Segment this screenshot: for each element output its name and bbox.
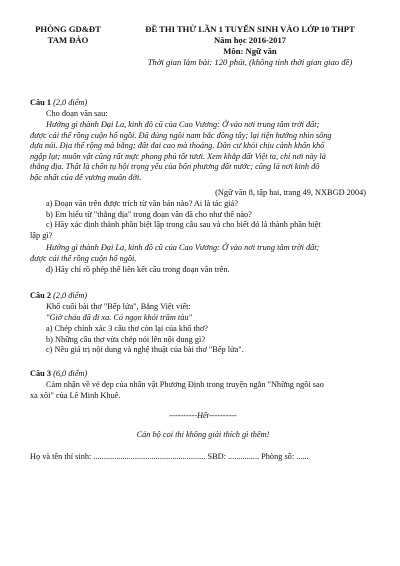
question-1-item-b: b) Em hiểu từ "thắng địa" trong đoạn văn đã cho như thế nào? bbox=[46, 209, 252, 219]
question-1-item-c-cont: lập gì? bbox=[30, 230, 53, 240]
department-name: PHÒNG GD&ĐT bbox=[35, 24, 101, 34]
school-year: Năm học 2016-2017 bbox=[213, 35, 287, 45]
candidate-info-line: Họ và tên thí sinh: ...................................................... SBD: ............... Phòng số: ...... bbox=[30, 452, 309, 461]
question-2-items bbox=[46, 324, 366, 356]
department-header bbox=[30, 24, 106, 46]
passage-line: bậc nhất của đế vương muôn đời. bbox=[30, 172, 142, 182]
question-1-points: (2,0 điểm) bbox=[53, 98, 88, 107]
exam-header bbox=[116, 24, 384, 68]
passage-line: dựa núi. Địa thế rộng mà bằng; đất đai cao mà thoáng. Dân cư khỏi chịu cảnh khốn khổ bbox=[30, 141, 325, 151]
passage-line: Hướng gì thành Đại La, kinh đô cũ của Cao Vương: Ở vào nơi trung tâm trời đất; bbox=[46, 120, 320, 129]
subject: Môn: Ngữ văn bbox=[223, 46, 277, 56]
question-1-item-d: d) Hãy chỉ rõ phép thế liên kết câu trong đoạn văn trên. bbox=[46, 265, 230, 274]
question-1-heading bbox=[30, 98, 370, 109]
passage-line: ngập lụt; muôn vật cũng rất mực phong phú tốt tươi. Xem khắp đất Việt ta, chỉ nơi này là bbox=[30, 151, 326, 161]
passage-source: (Ngữ văn 8, tập hai, trang 49, NXBGD 2004) bbox=[215, 188, 366, 197]
quote-line: Hướng gì thành Đại La, kinh đô cũ của Cao Vương: Ở vào nơi trung tâm trời đất; bbox=[46, 243, 320, 252]
quote-line: được cái thế rồng cuộn hổ ngồi. bbox=[30, 253, 137, 263]
question-2-heading bbox=[30, 291, 370, 302]
end-mark: ----------Hết---------- bbox=[169, 411, 237, 420]
question-2-item-a: a) Chép chính xác 3 câu thơ còn lại của khổ thơ? bbox=[46, 324, 208, 333]
question-3-text bbox=[30, 380, 376, 401]
question-3-line: xa xôi" của Lê Minh Khuê. bbox=[30, 390, 121, 400]
question-1-items bbox=[30, 199, 376, 241]
question-3-line: Cảm nhận về vẻ đẹp của nhân vật Phương Định trong truyện ngắn "Những ngôi sao bbox=[46, 380, 324, 389]
question-1-label: Câu 1 bbox=[30, 98, 51, 107]
question-1-item-c: c) Hãy xác định thành phần biệt lập trong câu sau và cho biết đó là thành phần biệt bbox=[46, 220, 321, 230]
question-2-intro: Khổ cuối bài thơ "Bếp lửa", Bằng Việt viết: bbox=[46, 302, 191, 311]
question-1-item-a: a) Đoạn văn trên được trích từ văn bản nào? Ai là tác giả? bbox=[46, 199, 238, 208]
passage-line: được cái thế rồng cuộn hổ ngồi. Đã đúng ngôi nam bắc đông tây; lại tiện hướng nhìn sông bbox=[30, 130, 332, 140]
question-2-label: Câu 2 bbox=[30, 291, 51, 300]
question-2-item-b: b) Những câu thơ vừa chép nói lên nội dung gì? bbox=[46, 334, 206, 344]
question-3-label: Câu 3 bbox=[30, 369, 51, 378]
district-name: TAM ĐẢO bbox=[47, 35, 89, 45]
question-1-intro: Cho đoạn văn sau: bbox=[46, 109, 108, 118]
passage-line: thắng địa. Thật là chốn tụ hội trọng yếu của bốn phương đất nước; cũng là nơi kinh đô bbox=[30, 162, 320, 172]
question-1-quote bbox=[30, 243, 376, 264]
proctor-note: Cán bộ coi thi không giải thích gì thêm! bbox=[136, 430, 270, 439]
question-2-item-c: c) Nêu giá trị nội dung và nghệ thuật của bài thơ "Bếp lửa". bbox=[46, 345, 244, 355]
question-1-passage bbox=[30, 120, 376, 184]
exam-title: ĐỀ THI THỬ LẦN 1 TUYỂN SINH VÀO LỚP 10 THPT bbox=[145, 24, 355, 34]
question-3-points: (6,0 điểm) bbox=[53, 369, 88, 378]
question-3-heading bbox=[30, 369, 370, 380]
question-2-points: (2,0 điểm) bbox=[53, 291, 88, 300]
question-2-verse: "Giờ cháu đã đi xa. Có ngọn khói trăm tàu" bbox=[46, 313, 192, 322]
time-note: Thời gian làm bài: 120 phút, (không tính thời gian giao đề) bbox=[147, 57, 353, 67]
